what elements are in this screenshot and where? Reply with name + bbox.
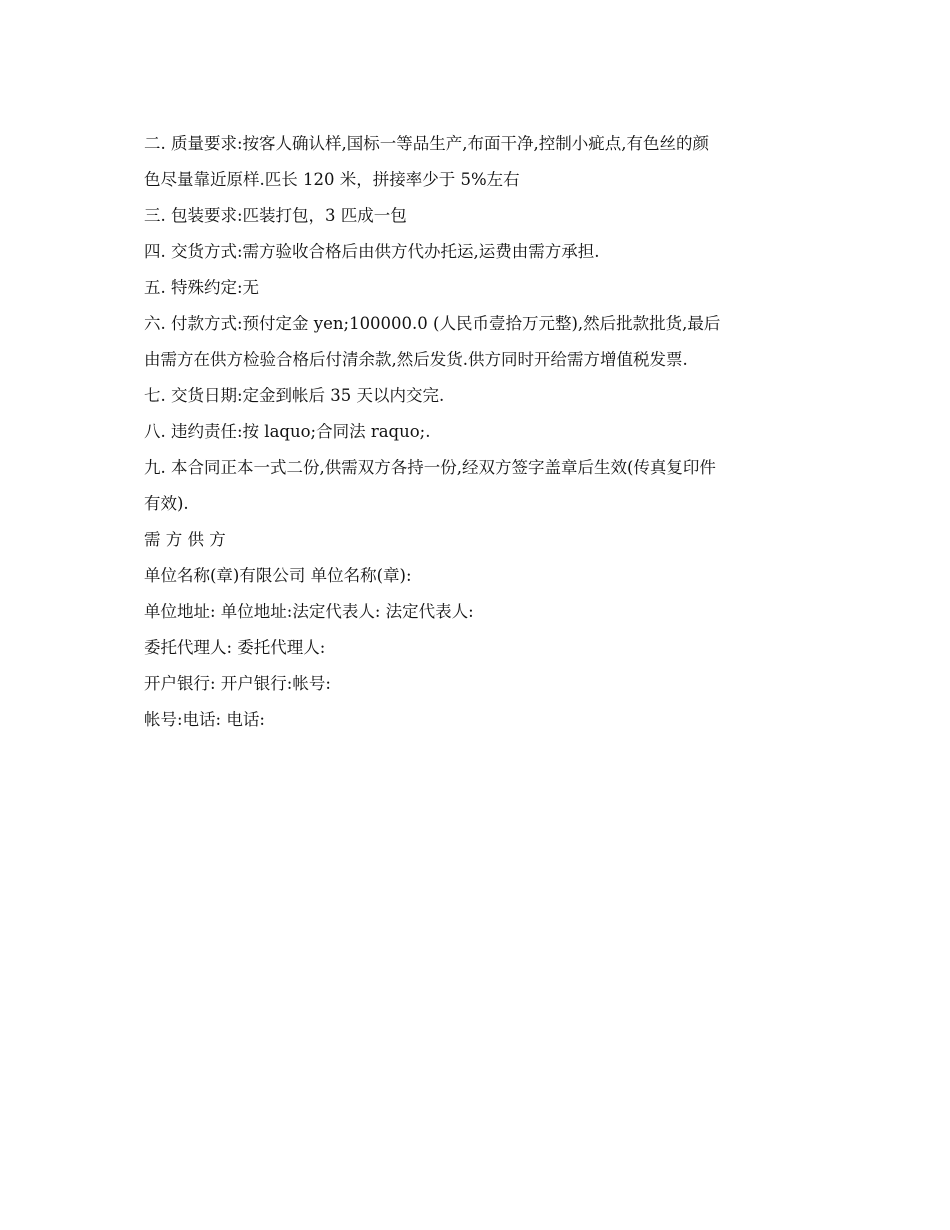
parties-header: 需 方 供 方 <box>144 530 226 549</box>
packaging-requirement: 三. 包装要求:匹装打包，3 匹成一包 <box>144 206 407 225</box>
agent-row: 委托代理人: 委托代理人: <box>144 638 326 657</box>
contract-copies-line-2: 有效). <box>144 494 189 513</box>
address-representative-row: 单位地址: 单位地址:法定代表人: 法定代表人: <box>144 602 474 621</box>
delivery-method: 四. 交货方式:需方验收合格后由供方代办托运,运费由需方承担. <box>144 242 600 261</box>
quality-requirement-line-1: 二. 质量要求:按客人确认样,国标一等品生产,布面干净,控制小疵点,有色丝的颜 <box>144 134 710 153</box>
special-terms: 五. 特殊约定:无 <box>144 278 260 297</box>
account-phone-row: 帐号:电话: 电话: <box>144 710 265 729</box>
delivery-date: 七. 交货日期:定金到帐后 35 天以内交完. <box>144 386 445 405</box>
payment-method-line-1: 六. 付款方式:预付定金 yen;100000.0 (人民币壹拾万元整),然后批款批货,最后 <box>144 314 721 333</box>
unit-name-row: 单位名称(章)有限公司 单位名称(章): <box>144 566 412 585</box>
bank-row: 开户银行: 开户银行:帐号: <box>144 674 331 693</box>
quality-requirement-line-2: 色尽量靠近原样.匹长 120 米，拼接率少于 5%左右 <box>144 170 520 189</box>
contract-body <box>144 126 808 738</box>
breach-liability: 八. 违约责任:按 laquo;合同法 raquo;. <box>144 422 431 441</box>
contract-copies-line-1: 九. 本合同正本一式二份,供需双方各持一份,经双方签字盖章后生效(传真复印件 <box>144 458 716 477</box>
payment-method-line-2: 由需方在供方检验合格后付清余款,然后发货.供方同时开给需方增值税发票. <box>144 350 688 369</box>
